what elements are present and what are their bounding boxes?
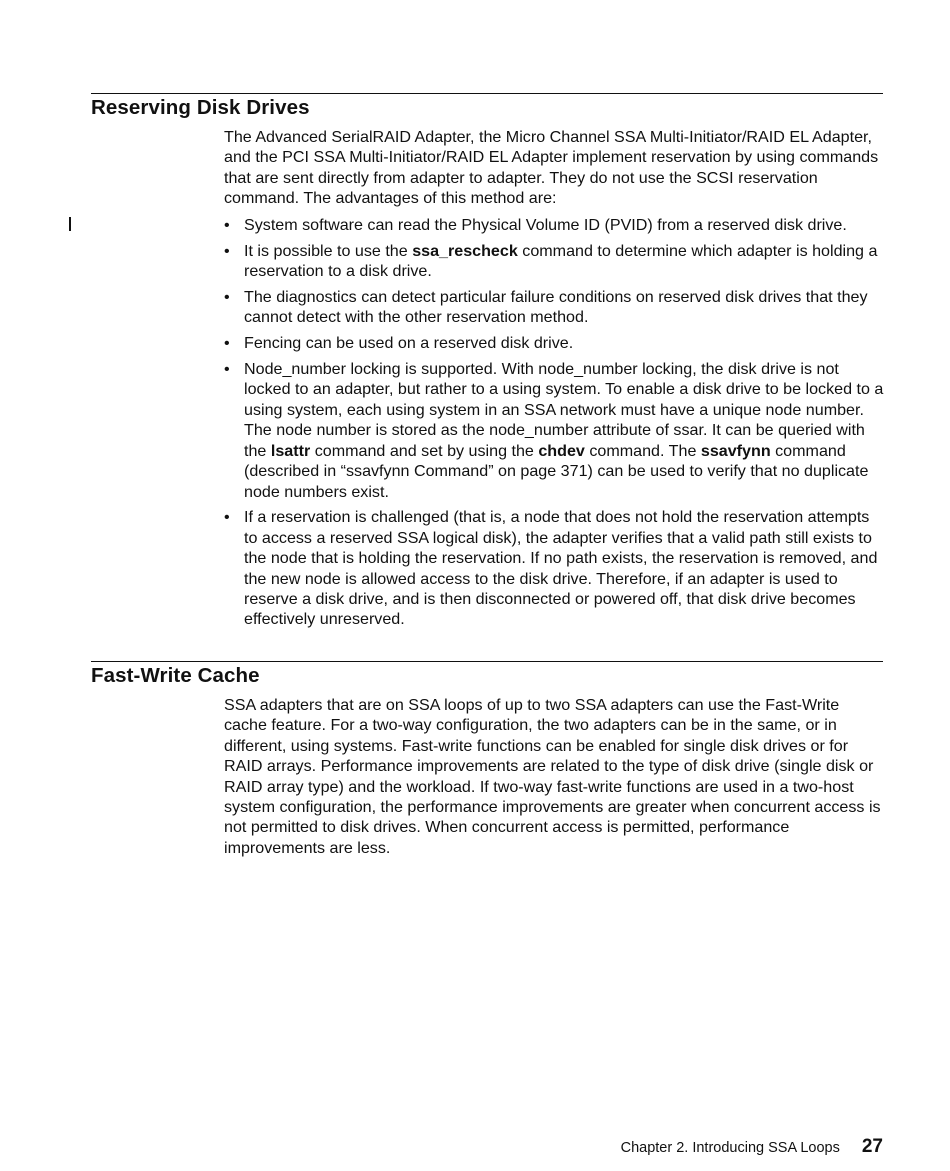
page-number: 27 xyxy=(861,1136,883,1157)
list-item: • Fencing can be used on a reserved disk drive. xyxy=(224,333,886,353)
section-heading: Fast-Write Cache xyxy=(91,664,260,687)
page-footer xyxy=(621,1136,883,1158)
command-name: ssavfynn xyxy=(700,441,771,460)
body-paragraph: SSA adapters that are on SSA loops of up to two SSA adapters can use the Fast-Write cache feature. For a two-way configuration, the two adapters can be in the same, or in different, using systems. Fast-write functions can be enabled for single disk drives or for RAID arrays. Performance improvements are related to the type of disk drive (single disk or RAID array type) and the workload. If two-way fast-write functions are used in a two-host system configuration, the performance improvements are greater when concurrent access is not permitted to disk drives. When concurrent access is permitted, performance improvements are less. xyxy=(224,696,881,857)
chapter-title: Chapter 2. Introducing SSA Loops xyxy=(620,1140,840,1156)
section-divider xyxy=(91,661,883,662)
list-item: • If a reservation is challenged (that is, a node that does not hold the reservation attempts to access a reserved SSA logical disk), the adapter verifies that a valid path still exists to the node that is holding the reservation. If no path exists, the reservation is removed, and the new node is allowed access to the disk drive. Therefore, if an adapter is used to reserve a disk drive, and is then disconnected or powered off, that disk drive becomes effectively unreserved. xyxy=(224,507,886,629)
list-item: • The diagnostics can detect particular failure conditions on reserved disk drives that they cannot detect with the other reservation method. xyxy=(224,287,886,328)
section-divider xyxy=(91,93,883,94)
list-item: • System software can read the Physical Volume ID (PVID) from a reserved disk drive. xyxy=(224,215,886,235)
command-name: ssa_rescheck xyxy=(412,241,518,260)
section-body xyxy=(224,695,886,858)
intro-paragraph: The Advanced SerialRAID Adapter, the Micro Channel SSA Multi-Initiator/RAID EL Adapter, and the PCI SSA Multi-Initiator/RAID EL Adapter implement reservation by using commands that are sent directly from adapter to adapter. They do not use the SCSI reservation command. The advantages of this method are: xyxy=(224,128,879,208)
advantages-list xyxy=(224,215,886,630)
revision-change-bar xyxy=(69,217,71,231)
command-name: lsattr xyxy=(270,441,311,460)
command-name: chdev xyxy=(538,441,585,460)
list-item: • It is possible to use the ssa_rescheck command to determine which adapter is holding a reservation to a disk drive. xyxy=(224,241,886,282)
list-item: • Node_number locking is supported. With node_number locking, the disk drive is not locked to an adapter, but rather to a using system. To enable a disk drive to be locked to a using system, each using system in an SSA network must have a unique node number. The node number is stored as the node_number attribute of ssar. It can be queried with the lsattr command and set by using the chdev command. The ssavfynn command (described in “ssavfynn Command” on page 371) can be used to verify that no duplicate node numbers exist. xyxy=(224,359,886,502)
section-body xyxy=(224,127,886,635)
section-heading: Reserving Disk Drives xyxy=(91,96,310,119)
